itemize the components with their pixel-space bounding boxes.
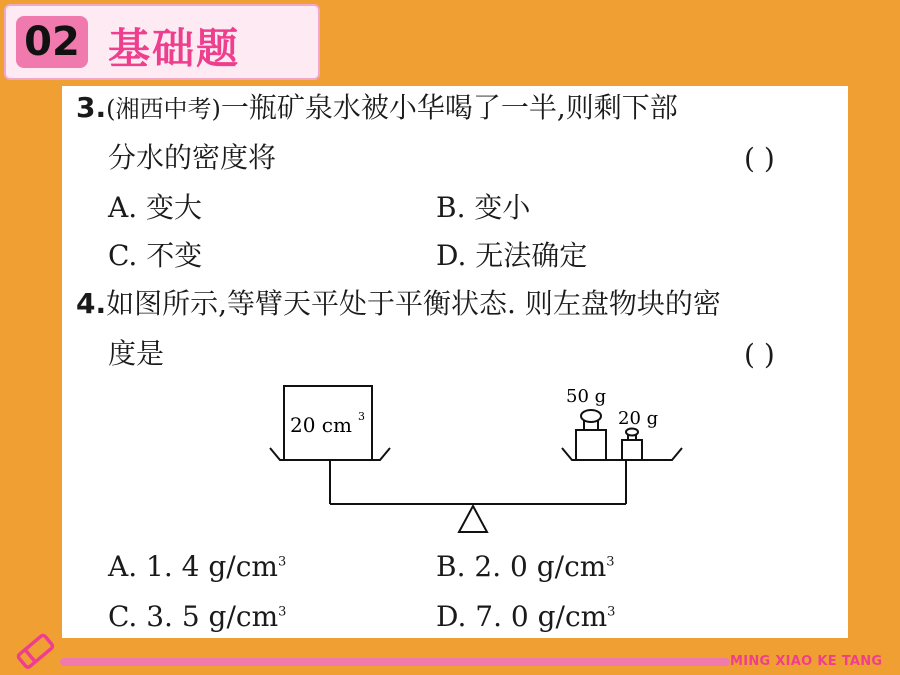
block-label: 20 cm <box>290 413 352 437</box>
q3-number: 3. <box>76 91 107 124</box>
pencil-icon <box>14 628 60 672</box>
section-number-badge: 02 <box>16 16 88 68</box>
footer-bar <box>60 658 730 666</box>
q3-option-a[interactable]: A. 变大 <box>108 191 203 224</box>
q4-answer-paren: ( ) <box>744 338 775 371</box>
section-title: 基础题 <box>108 24 241 73</box>
weight-20g-label: 20 g <box>618 408 659 429</box>
q3-option-d[interactable]: D. 无法确定 <box>436 239 588 272</box>
q3-option-b[interactable]: B. 变小 <box>436 191 531 224</box>
q4-option-c[interactable]: C. 3. 5 $g/cm^3$ <box>108 600 287 633</box>
q4-option-a[interactable]: A. 1. 4 $g/cm^3$ <box>108 550 287 583</box>
section-header <box>4 4 320 80</box>
brand-text: MING XIAO KE TANG <box>730 654 883 669</box>
q4-number: 4. <box>76 287 107 320</box>
q4-text-line2: 度是 <box>108 337 165 370</box>
block-label-exponent: 3 <box>358 410 365 423</box>
q3-answer-paren: ( ) <box>744 142 775 175</box>
q4-line1 <box>76 286 721 322</box>
q3-text-line2: 分水的密度将 <box>108 141 277 174</box>
weight-20g <box>622 440 642 460</box>
weight-50g <box>576 430 606 460</box>
q4-option-d[interactable]: D. 7. 0 $g/cm^3$ <box>436 600 616 633</box>
weight-50g-label: 50 g <box>566 386 607 407</box>
q3-text-line1: 一瓶矿泉水被小华喝了一半,则剩下部 <box>220 91 678 124</box>
fulcrum <box>459 506 487 532</box>
q3-option-c[interactable]: C. 不变 <box>108 239 203 272</box>
q3-source: (湘西中考) <box>106 95 221 123</box>
q4-text-line1: 如图所示,等臂天平处于平衡状态. 则左盘物块的密 <box>106 287 721 320</box>
q4-option-b[interactable]: B. 2. 0 $g/cm^3$ <box>436 550 615 583</box>
q3-line1 <box>76 90 678 127</box>
balance-diagram <box>262 378 692 538</box>
